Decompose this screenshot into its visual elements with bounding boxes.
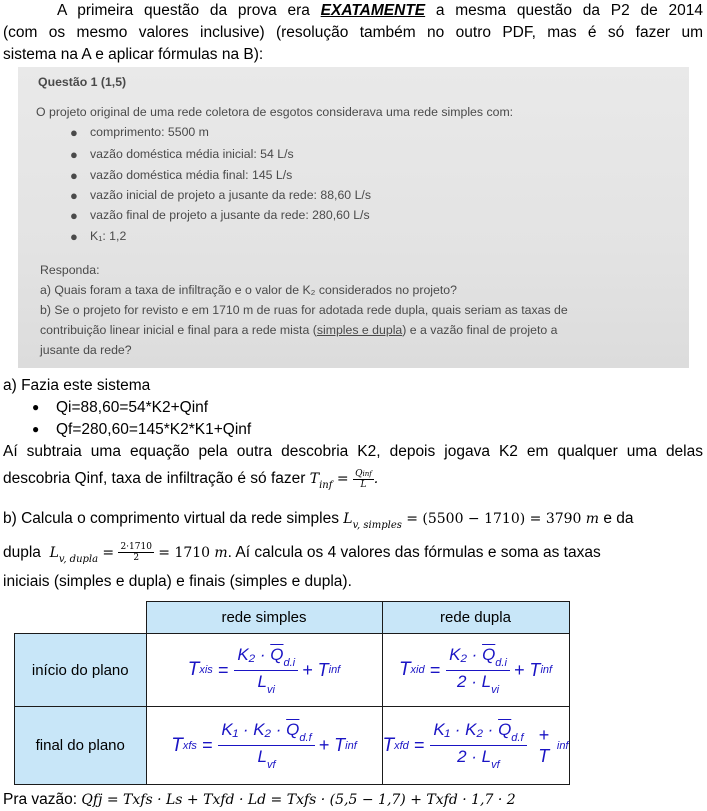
tinf-fraction bbox=[353, 469, 374, 490]
t-subscript: xfd bbox=[394, 739, 409, 752]
answer-b-text: dupla bbox=[3, 544, 41, 561]
bullet-icon: ● bbox=[70, 188, 78, 203]
inf-subscript: inf bbox=[540, 664, 553, 676]
l-dupla-denominator: 2 bbox=[133, 553, 140, 564]
answer-b-text-2: . Aí calcula os 4 valores das fórmulas e soma as taxas bbox=[227, 544, 601, 561]
t-subscript: xfs bbox=[182, 739, 197, 752]
question-title: Questão 1 (1,5) bbox=[38, 75, 127, 89]
q-symbol: Q bbox=[355, 468, 363, 479]
t-subscript: xid bbox=[410, 664, 425, 676]
answer-b-line-1 bbox=[3, 508, 703, 537]
numerator-subscript: d.i bbox=[283, 656, 296, 669]
denominator bbox=[258, 746, 276, 771]
vazao-line bbox=[3, 789, 703, 811]
plus-t: + T bbox=[513, 659, 541, 680]
bullet-icon: ● bbox=[70, 229, 78, 244]
plus-t: + T bbox=[318, 735, 346, 755]
question-a: a) Quais foram a taxa de infiltração e o valor de K₂ considerados no projeto? bbox=[40, 283, 457, 297]
question-item: vazão doméstica média inicial: 54 L/s bbox=[90, 147, 294, 161]
question-lead: O projeto original de uma rede coletora de esgotos considerava uma rede simples com: bbox=[36, 105, 514, 119]
denominator bbox=[457, 746, 500, 771]
tinf-numerator bbox=[353, 469, 374, 480]
bullet-icon: ● bbox=[32, 400, 40, 414]
answer-b-line-2: dupla $L_{v, dupla}$ = $\frac{2\cdot 1710}{2}$ = 1710 m. Aí calcula os 4 valores das fórmulas e soma as taxas bbox=[3, 542, 601, 565]
bullet-icon: ● bbox=[70, 168, 78, 183]
denominator bbox=[258, 671, 275, 696]
equation-1: Qi=88,60=54*K2+Qinf bbox=[56, 399, 209, 416]
tinf-symbol: T bbox=[309, 471, 320, 487]
question-b-line-3: jusante da rede? bbox=[40, 343, 132, 357]
denominator-text: 2 · L bbox=[457, 671, 492, 691]
answer-b-text-end: e da bbox=[603, 510, 634, 527]
l-simples-expression: = (5500 − 1710) = 3790 bbox=[406, 511, 582, 527]
row-final-plano: final do plano bbox=[15, 707, 147, 785]
answer-b-line-3: iniciais (simples e dupla) e finais (simples e dupla). bbox=[3, 573, 352, 590]
inf-subscript: inf bbox=[345, 739, 357, 752]
plus-t: + T bbox=[302, 659, 329, 680]
denominator bbox=[457, 671, 499, 696]
denominator-text: L bbox=[257, 747, 267, 766]
inf-subscript: inf bbox=[556, 739, 569, 752]
l-symbol: L bbox=[49, 545, 59, 561]
numerator-text: $K_2 \cdot \overline{Q}$ bbox=[449, 644, 496, 664]
vazao-label: Pra vazão: bbox=[3, 791, 78, 808]
l-dupla-fraction bbox=[118, 542, 154, 563]
t-symbol: T bbox=[382, 734, 395, 756]
denominator-text: 2 · L bbox=[457, 747, 492, 766]
answer-a-text: descobria Qinf, taxa de infiltração é só fazer bbox=[3, 470, 306, 487]
denominator-subscript: vf bbox=[266, 759, 276, 771]
l-subscript: v, dupla bbox=[58, 554, 99, 565]
inf-subscript: inf bbox=[328, 664, 341, 676]
exam-question-photo bbox=[18, 67, 689, 368]
answer-b-text: b) Calcula o comprimento virtual da rede simples bbox=[3, 510, 339, 527]
vazao-expression: Qfj = Txfs · Ls + Txfd · Ld = Txfs · (5,5 − 1,7) + Txfd · 1,7 · 2 bbox=[81, 792, 516, 808]
question-item: K₁: 1,2 bbox=[90, 229, 127, 243]
question-item: vazão final de projeto a jusante da rede: 280,60 L/s bbox=[90, 208, 370, 222]
question-b-underlined: simples e dupla bbox=[316, 323, 403, 337]
numerator-text: $K_1 \cdot K_2 \cdot \overline{Q}$ bbox=[433, 720, 512, 739]
equation-2: Qf=280,60=145*K2*K1+Qinf bbox=[56, 421, 252, 438]
unit: m bbox=[585, 511, 600, 527]
question-b-text: contribuição linear inicial e final para a rede mista ( bbox=[40, 323, 317, 337]
l-dupla-numerator: 2·1710 bbox=[120, 542, 152, 553]
answer-a-paragraph-1: Aí subtraia uma equação pela outra descobria K2, depois jogava K2 em qualquer uma delas bbox=[3, 443, 703, 460]
bullet-icon: ● bbox=[32, 422, 40, 436]
unit: m bbox=[214, 545, 228, 561]
question-item: vazão doméstica média final: 145 L/s bbox=[90, 168, 293, 182]
l-dupla-expression: = 1710 bbox=[158, 545, 211, 561]
numerator bbox=[446, 645, 510, 671]
q-subscript: inf bbox=[362, 469, 372, 478]
question-b-line-1: b) Se o projeto for revisto e em 1710 m de ruas for adotada rede dupla, quais seriam as taxas de bbox=[40, 303, 568, 317]
numerator-text: $K_1 \cdot K_2 \cdot \overline{Q}$ bbox=[221, 720, 300, 739]
question-item: comprimento: 5500 m bbox=[90, 125, 209, 139]
header-rede-simples: rede simples bbox=[146, 602, 382, 634]
plus-t: + T bbox=[538, 724, 550, 766]
header-rede-dupla: rede dupla bbox=[382, 602, 569, 634]
formula-txid: T xid = $K_2 \cdot \overline{Q}_{d.i}$ $2 \cdot L_{vi}$ + T inf bbox=[382, 634, 569, 707]
q-bar-symbol: $\overline{Q}$ bbox=[270, 644, 284, 664]
q-bar-symbol: $\overline{Q}$ bbox=[286, 720, 300, 739]
l-subscript: v, simples bbox=[352, 520, 402, 531]
numerator bbox=[430, 720, 526, 746]
intro-emphasis: EXATAMENTE bbox=[320, 2, 426, 19]
formula-txfs: T xfs = $K_1 \cdot K_2 \cdot \overline{Q}_{d.f}$ $L_{vf}$ + T inf bbox=[146, 707, 382, 785]
formula-txis: T xis = $K_2 \cdot \overline{Q}_{d.i}$ $L_{vi}$ + T inf bbox=[146, 634, 382, 707]
intro-text-2: a mesma questão da P2 de 2014 bbox=[425, 2, 703, 19]
formula-tinf: $T_{inf}$ = $\frac{\text{Qinf}}{L}$ . bbox=[309, 468, 379, 491]
numerator-text: $K_2 \cdot \overline{Q}$ bbox=[237, 644, 284, 664]
intro-line-3: sistema na A e aplicar fórmulas na B): bbox=[3, 46, 264, 63]
intro-line-1 bbox=[3, 0, 703, 22]
intro-text: A primeira questão da prova era bbox=[57, 2, 321, 19]
answer-a-paragraph-2 bbox=[3, 468, 703, 497]
t-symbol: T bbox=[398, 659, 411, 680]
q-bar-symbol: $\overline{Q}$ bbox=[498, 720, 512, 739]
bullet-icon: ● bbox=[70, 147, 78, 162]
row-inicio-plano: início do plano bbox=[15, 634, 147, 707]
tinf-denominator: L bbox=[360, 479, 367, 490]
t-symbol: T bbox=[171, 734, 183, 756]
intro-line-2: (com os mesmo valores inclusive) (resolução também no outro PDF, mas é só fazer um bbox=[3, 24, 703, 41]
responda-label: Responda: bbox=[40, 263, 100, 277]
denominator-subscript: vi bbox=[266, 683, 275, 696]
answer-a-label: a) Fazia este sistema bbox=[3, 377, 151, 394]
tinf-subscript: inf bbox=[319, 480, 333, 491]
question-b-line-2 bbox=[40, 323, 557, 337]
numerator-subscript: d.f bbox=[299, 732, 312, 744]
q-bar-symbol: $\overline{Q}$ bbox=[482, 644, 496, 664]
table-corner bbox=[15, 602, 147, 634]
numerator bbox=[218, 720, 314, 746]
question-item: vazão inicial de projeto a jusante da rede: 88,60 L/s bbox=[90, 188, 371, 202]
numerator-subscript: d.i bbox=[495, 656, 507, 669]
formula-txfd: T xfd = $K_1 \cdot K_2 \cdot \overline{Q}_{d.f}$ $2 \cdot L_{vf}$ + T inf bbox=[382, 707, 569, 785]
numerator-subscript: d.f bbox=[511, 732, 524, 744]
t-subscript: xis bbox=[199, 664, 213, 676]
bullet-icon: ● bbox=[70, 125, 78, 140]
formula-table bbox=[14, 601, 570, 785]
denominator-subscript: vf bbox=[491, 759, 500, 771]
denominator-text: L bbox=[257, 671, 267, 691]
denominator-subscript: vi bbox=[491, 683, 500, 696]
l-symbol: L bbox=[343, 511, 353, 527]
numerator bbox=[234, 645, 298, 671]
question-b-text-2: ) e a vazão final de projeto a bbox=[402, 323, 558, 337]
t-symbol: T bbox=[187, 659, 200, 680]
bullet-icon: ● bbox=[70, 208, 78, 223]
